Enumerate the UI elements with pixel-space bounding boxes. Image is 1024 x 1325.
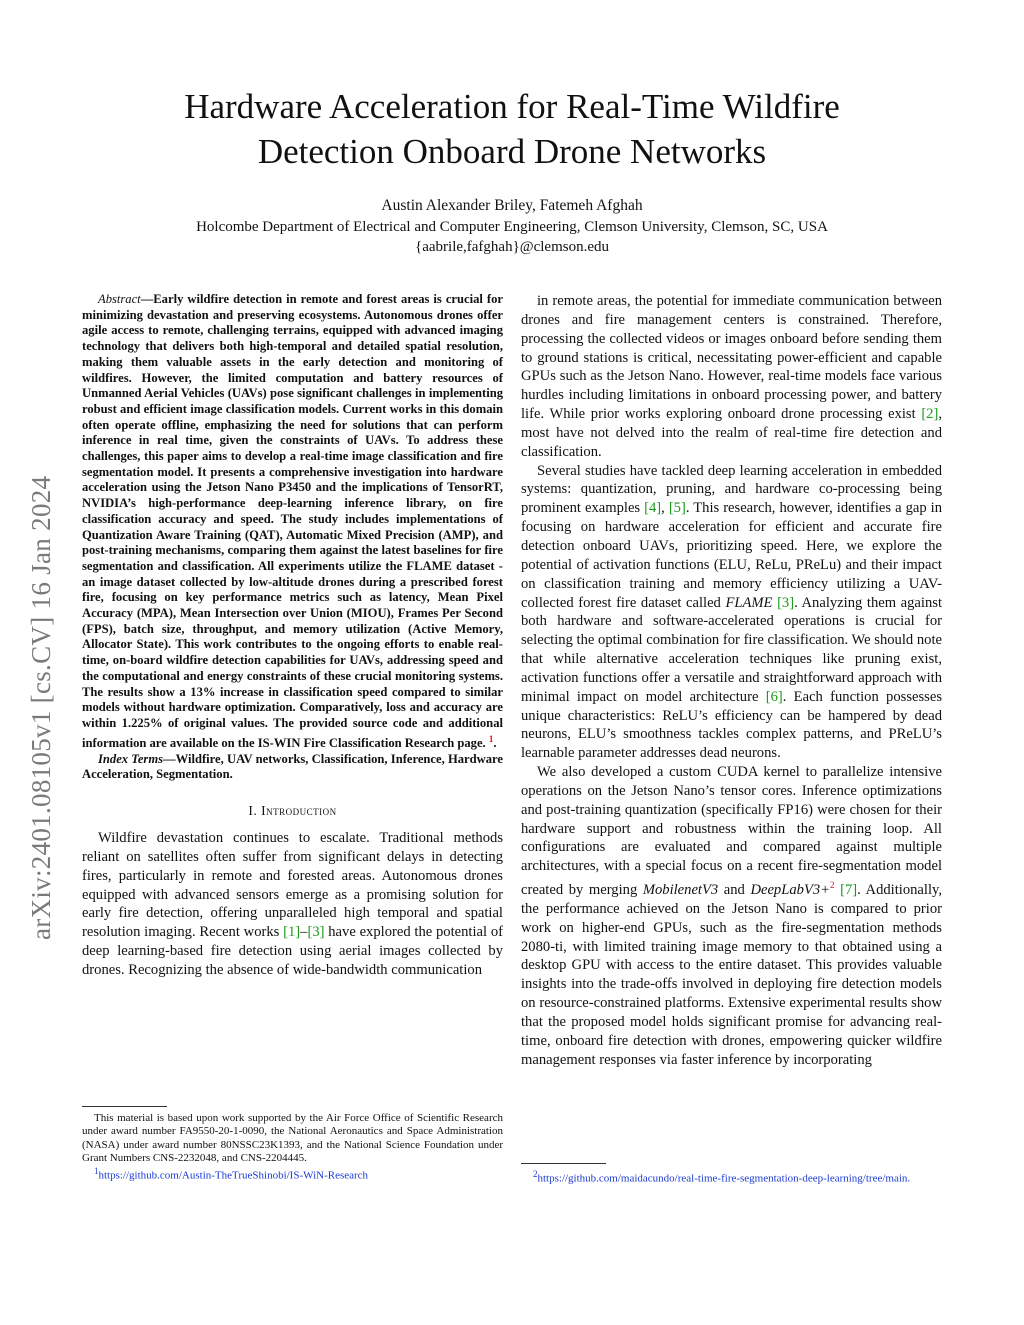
paragraph (82, 829, 503, 980)
text: and (718, 882, 751, 899)
right-column (521, 292, 942, 1069)
citation-link[interactable]: [6] (765, 688, 783, 705)
footnote-2 (521, 1168, 942, 1186)
arxiv-stamp: arXiv:2401.08105v1 [cs.CV] 16 Jan 2024 (26, 475, 56, 940)
text: Wildfire devastation continues to escalate. Traditional methods reliant on satellites often suffer from significant delays in detecting fires, particularly in remote and forested areas. Autonomous drones equipped with advanced sensors emerge as a promising solution for early fire detection, offering unparalleled high temporal and spatial resolution imaging. Recent works (82, 829, 503, 941)
email: {aabrile,fafghah}@clemson.edu (415, 239, 609, 255)
section-number: I. (248, 802, 258, 818)
citation-link[interactable]: [3] (307, 924, 325, 941)
intro-right-text (521, 292, 942, 1069)
text: in remote areas, the potential for immediate communication between drones and fire management centers is constrained. Therefore, processing the collected videos or images onboard before sending them to ground stations is critical, necessitating power-efficient and capable GPUs such as the Jetson Nano. However, real-time models face various hurdles including limitations in onboard processing power, and battery life. While prior works exploring onboard drone processing exist (521, 293, 942, 423)
text: . Each function possesses unique characteristics: ReLU’s efficiency can be hampered by dead neurons, ELU’s smoothness tackles complex patterns, and PReLU’s learnable parameter addresses dead neurons. (521, 688, 942, 762)
text: have explored the potential of deep learning-based fire detection using aerial images collected by drones. Recognizing the absence of wide-bandwidth communication (82, 924, 503, 978)
citation-link[interactable]: [5] (668, 500, 686, 517)
footnote-1-link[interactable]: https://github.com/Austin-TheTrueShinobi/IS-WiN-Research (98, 1169, 369, 1182)
affiliation-block (0, 217, 1024, 257)
text: . Analyzing them against both hardware and software-accelerated operations is crucial for selecting the optimal combination for fire classification. We should note that while alternative acceleration techniques like pruning exist, activation functions offer a versatile and straightforward approach with minimal impact on model architecture (521, 594, 942, 705)
italic-text: DeepLabV3+ (750, 882, 830, 899)
authors: Austin Alexander Briley, Fatemeh Afghah (381, 197, 643, 214)
citation-link[interactable]: [1] (283, 924, 301, 941)
footnote-marker[interactable]: 2 (830, 880, 835, 891)
abstract-label: Abstract (98, 292, 141, 306)
abstract-end: . (493, 735, 497, 750)
paragraph (521, 763, 942, 1069)
abstract-text: —Early wildfire detection in remote and forest areas is crucial for minimizing devastation and preserving ecosystems. Autonomous drones offer agile access to remote, challenging terrains, equipped with advanced imaging technology that delivers both high-temporal and detailed spatial resolution, making them valuable assets in the early detection and monitoring of wildfires. However, the limited computation and battery resources of Unmanned Aerial Vehicles (UAVs) pose significant challenges in implementing robust and efficient image classification models. Current works in this domain often operate offline, emphasizing the need for solutions that can perform inference in real time, given the constraints of UAVs. To address these challenges, this paper aims to develop a real-time image classification and fire segmentation model. It presents a comprehensive investigation into hardware acceleration using the Jetson Nano P3450 and the implications of TensorRT, NVIDIA’s high-performance deep-learning inference library, on fire classification accuracy and speed. The study includes implementations of Quantization Aware Training (QAT), Automatic Mixed Precision (AMP), and post-training mechanisms, comparing them against the latest baselines for fire segmentation and classification. All experiments utilize the FLAME dataset - an image dataset collected by low-altitude drones during a prescribed forest fire, focusing on key performance metrics such as latency, Mean Pixel Accuracy (MPA), Mean Intersection over Union (MIOU), Frames Per Second (FPS), batch size, throughput, and memory utilization (Active Memory, Allocator State). This work contributes to the ongoing efforts to enable real-time, on-board wildfire detection capabilities for UAVs, addressing speed and the computational and energy constraints of these crucial monitoring systems. The results show a 13% increase in classification speed compared to similar models without hardware optimization. Comparatively, loss and accuracy are within 1.225% of original values. The provided source code and additional information are available on the IS-WIN Fire Classification Research page. (82, 292, 503, 750)
section-title: Introduction (261, 802, 337, 818)
paper-title (0, 84, 1024, 174)
footnote-divider (82, 1106, 167, 1107)
index-terms (82, 752, 503, 783)
citation-link[interactable]: [4] (644, 500, 662, 517)
footnote-1 (82, 1165, 503, 1183)
text: . Additionally, the performance achieved on the Jetson Nano is compared to prior work on higher-end GPUs, such as the fire-segmentation methods 2080-ti, with limited training image memory to that obtained using a desktop GPU with access to the entire dataset. This provides valuable insights into the trade-offs involved in deploying fire detection models on resource-constrained platforms. Extensive experimental results show that the proposed model holds significant promise for advancing real-time, onboard fire detection with drones, empowering quicker wildfire management responses via faster inference by incorporating (521, 882, 943, 1068)
citation-link[interactable]: [2] (921, 406, 939, 423)
paragraph (521, 292, 942, 462)
text: . This research, however, identifies a gap in focusing on hardware acceleration for efficient and accurate fire detection onboard UAVs, prioritizing speed. Here, we explore the potential of activation functions (ELU, ReLu, PReLu) and their impact on classification training and memory efficiency utilizing a UAV-collected forest fire dataset called (521, 500, 942, 611)
text: Several studies have tackled deep learning acceleration in embedded systems: quantization, pruning, and hardware co-processing being prominent examples (521, 462, 942, 517)
section-heading (82, 803, 503, 819)
abstract (82, 292, 503, 752)
footnotes-left (82, 1112, 503, 1183)
footnote-2-mark: 2 (533, 1169, 538, 1179)
index-terms-text: —Wildfire, UAV networks, Classification, Inference, Hardware Acceleration, Segmentation. (82, 751, 503, 782)
text: – (300, 924, 308, 941)
footnotes-right (521, 1168, 942, 1186)
footnote-marker-1[interactable]: 1 (488, 733, 494, 744)
citation-link[interactable]: [7] (840, 882, 858, 899)
funding-note: This material is based upon work supported by the Air Force Office of Scientific Research under award number FA9550-20-1-0090, the National Aeronautics and Space Administration (NASA) under award number 80NSSC23K1393, and the National Science Foundation under Grant Numbers CNS-2232048, and CNS-2204445. (82, 1112, 503, 1164)
paragraph (521, 462, 942, 764)
footnote-1-mark: 1 (94, 1166, 99, 1177)
footnote-divider-right (521, 1163, 606, 1164)
affiliation: Holcombe Department of Electrical and Computer Engineering, Clemson University, Clemson, SC, USA (196, 219, 828, 235)
text: , (661, 500, 669, 517)
title-line-2: Detection Onboard Drone Networks (257, 132, 767, 171)
index-terms-label: Index Terms (98, 751, 164, 766)
italic-text: MobilenetV3 (642, 882, 719, 899)
title-line-1: Hardware Acceleration for Real-Time Wildfire (184, 87, 840, 126)
intro-left-text (82, 829, 503, 980)
footnote-2-link[interactable]: https://github.com/maidacundo/real-time-fire-segmentation-deep-learning/tree/main. (537, 1172, 911, 1185)
left-column (82, 292, 503, 980)
text: , most have not delved into the realm of real-time fire detection and classification. (521, 406, 942, 460)
text: We also developed a custom CUDA kernel to parallelize intensive operations on the Jetson Nano’s tensor cores. Inference optimizations and post-training quantization (specifically FP16) were chosen for their hardware support and robustness within the training loop. All configurations are evaluated and compared against multiple architectures, with a special focus on a recent fire-segmentation model created by merging (521, 764, 942, 899)
italic-text: FLAME (725, 594, 773, 611)
citation-link[interactable]: [3] (777, 594, 795, 611)
